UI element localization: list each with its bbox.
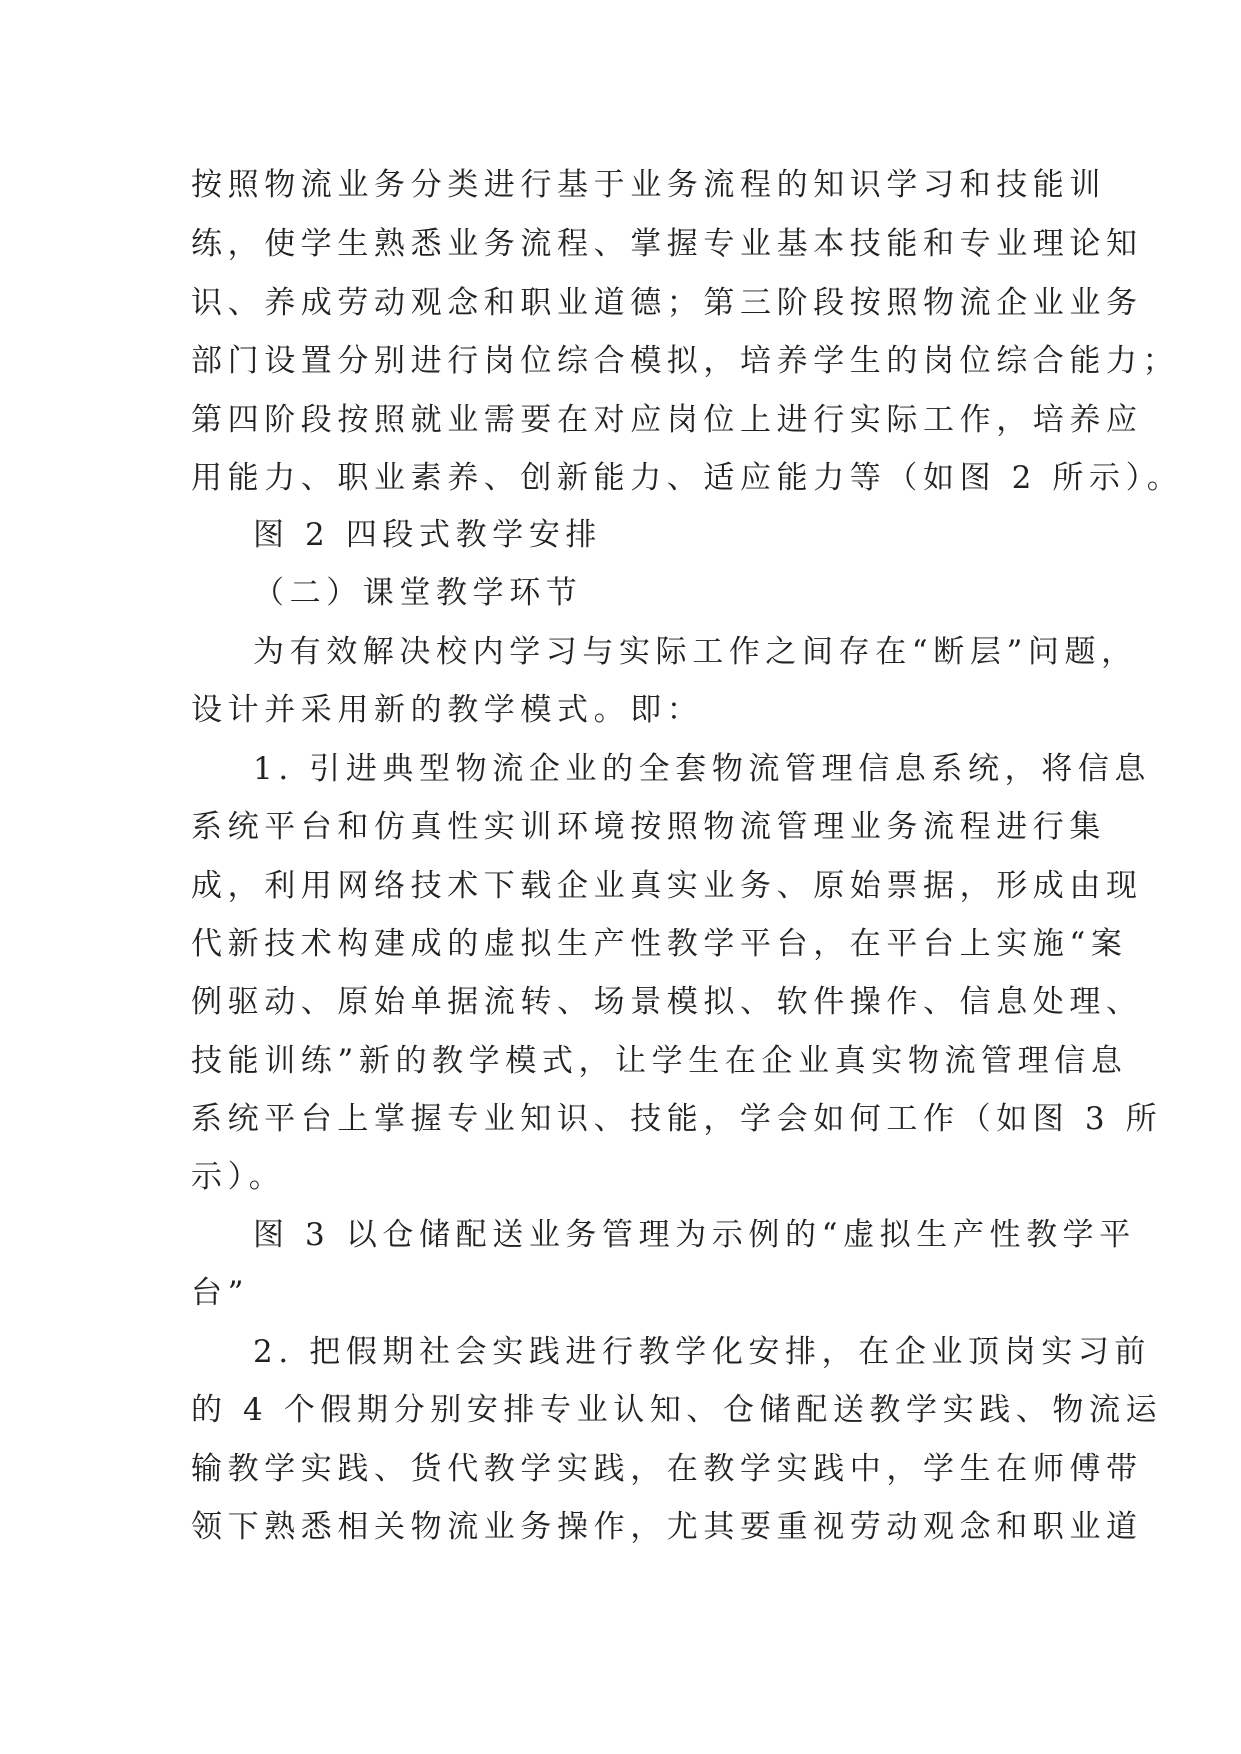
text-line: 按照物流业务分类进行基于业务流程的知识学习和技能训 bbox=[191, 167, 1106, 203]
text-line: 1. 引进典型物流企业的全套物流管理信息系统，将信息 bbox=[253, 751, 1152, 787]
text-line: 输教学实践、货代教学实践，在教学实践中，学生在师傅带 bbox=[191, 1451, 1143, 1487]
figure-caption-continuation: 台” bbox=[191, 1275, 250, 1311]
text-line: 的 4 个假期分别安排专业认知、仓储配送教学实践、物流运 bbox=[191, 1392, 1163, 1428]
text-line: 练，使学生熟悉业务流程、掌握专业基本技能和专业理论知 bbox=[191, 226, 1143, 262]
text-line: 代新技术构建成的虚拟生产性教学平台，在平台上实施“案 bbox=[191, 926, 1128, 962]
figure-caption: 图 2 四段式教学安排 bbox=[253, 517, 603, 553]
text-line: 识、养成劳动观念和职业道德；第三阶段按照物流企业业务 bbox=[191, 285, 1143, 321]
text-line: 设计并采用新的教学模式。即： bbox=[191, 692, 704, 728]
text-line: 技能训练”新的教学模式，让学生在企业真实物流管理信息 bbox=[191, 1043, 1128, 1079]
text-line: 系统平台上掌握专业知识、技能，学会如何工作（如图 3 所 bbox=[191, 1101, 1163, 1137]
text-line: 成，利用网络技术下载企业真实业务、原始票据，形成由现 bbox=[191, 868, 1143, 904]
text-line: 用能力、职业素养、创新能力、适应能力等（如图 2 所示）。 bbox=[191, 460, 1184, 496]
text-line: 第四阶段按照就业需要在对应岗位上进行实际工作，培养应 bbox=[191, 402, 1143, 438]
text-line: 2. 把假期社会实践进行教学化安排，在企业顶岗实习前 bbox=[253, 1334, 1152, 1370]
text-line: 例驱动、原始单据流转、场景模拟、软件操作、信息处理、 bbox=[191, 984, 1143, 1020]
text-line: 部门设置分别进行岗位综合模拟，培养学生的岗位综合能力； bbox=[191, 343, 1180, 379]
figure-caption: 图 3 以仓储配送业务管理为示例的“虚拟生产性教学平 bbox=[253, 1217, 1136, 1253]
text-line: 系统平台和仿真性实训环境按照物流管理业务流程进行集 bbox=[191, 809, 1106, 845]
text-line: 为有效解决校内学习与实际工作之间存在“断层”问题， bbox=[253, 634, 1138, 670]
text-line: 领下熟悉相关物流业务操作，尤其要重视劳动观念和职业道 bbox=[191, 1509, 1143, 1545]
text-line: 示）。 bbox=[191, 1159, 286, 1195]
section-heading: （二）课堂教学环节 bbox=[253, 575, 583, 611]
